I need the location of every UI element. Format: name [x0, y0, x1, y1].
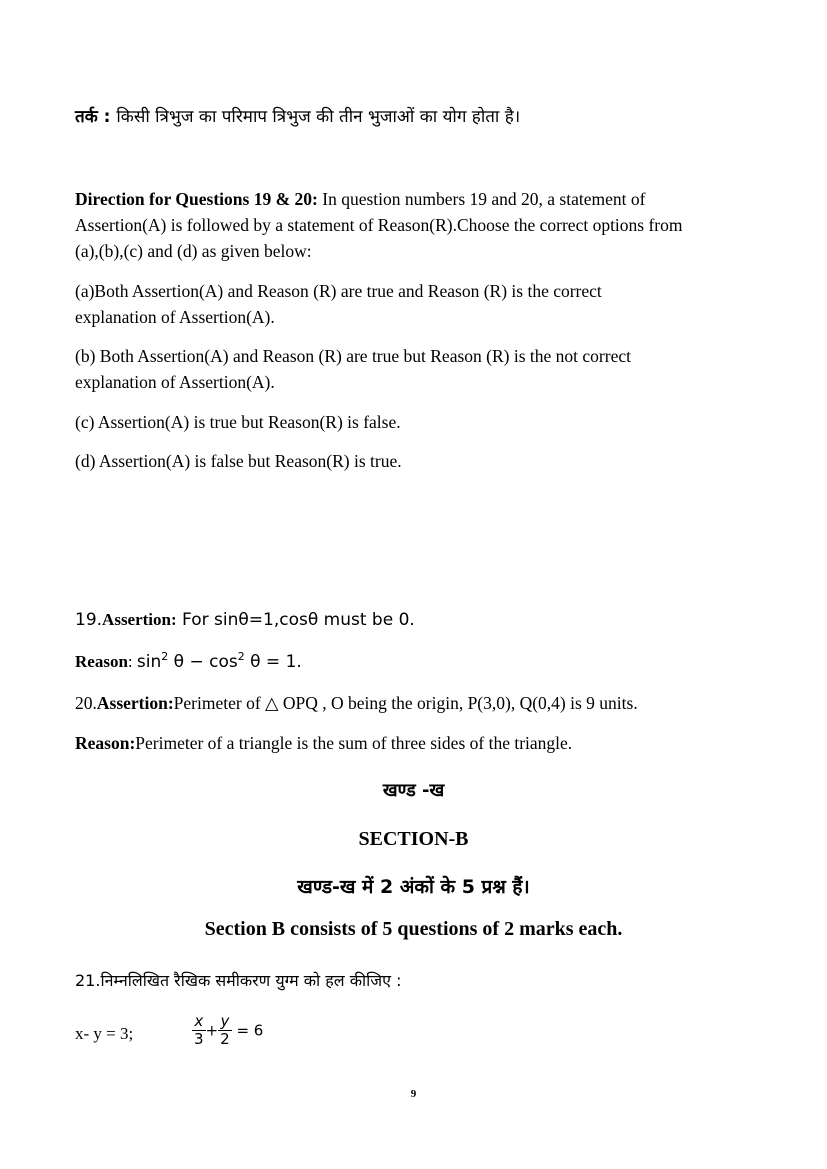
q21-frac-x-over-3: [192, 1013, 206, 1048]
q21-eq2: [192, 1013, 263, 1048]
option-a-line-1: (a)Both Assertion(A) and Reason (R) are true and Reason (R) is the correct: [75, 281, 602, 301]
q21-eq1: x- y = 3;: [75, 1024, 134, 1043]
directions-line-3: (a),(b),(c) and (d) as given below:: [75, 241, 312, 261]
section-b-title: SECTION-B: [358, 828, 469, 850]
reason-hindi-label: तर्क: [75, 107, 98, 127]
q19-assertion-label: Assertion:: [102, 610, 177, 629]
q19-reason-label: Reason: [75, 652, 128, 671]
option-b-line-1: (b) Both Assertion(A) and Reason (R) are true but Reason (R) is the not correct: [75, 346, 631, 366]
section-b-hindi-info: खण्ड-ख में 2 अंकों के 5 प्रश्न हैं।: [297, 876, 530, 898]
q21-eq2-rhs: = 6: [236, 1021, 264, 1040]
q19-reason: [75, 649, 302, 675]
q21-frac-y-over-2: [218, 1013, 232, 1048]
q19-reason-end: θ = 1.: [244, 652, 302, 672]
page-number: 9: [410, 1088, 417, 1100]
reason-hindi-line: [75, 104, 520, 127]
q19-reason-exp2: 2: [237, 650, 245, 663]
section-b-info: Section B consists of 5 questions of 2 marks each.: [204, 918, 623, 940]
option-b-line-2: explanation of Assertion(A).: [75, 372, 275, 392]
reason-hindi-separator: :: [97, 107, 117, 127]
section-b-hindi-title: खण्ड -ख: [382, 780, 445, 801]
q20-assertion-label: Assertion:: [96, 693, 174, 713]
q19-reason-colon: :: [127, 652, 137, 671]
q20-assertion-text: Perimeter of △ OPQ , O being the origin, P(3,0), Q(0,4) is 9 units.: [173, 693, 638, 713]
option-d: (d) Assertion(A) is false but Reason(R) is true.: [75, 451, 402, 471]
q21-frac2-num: y: [218, 1013, 232, 1031]
q19-reason-formula: [137, 652, 302, 672]
q21-text: 21.निम्नलिखित रैखिक समीकरण युग्म को हल कीजिए :: [75, 971, 402, 990]
directions-line-2: Assertion(A) is followed by a statement of Reason(R).Choose the correct options from: [75, 215, 683, 235]
q19-number: 19.: [75, 610, 103, 630]
option-a-line-2: explanation of Assertion(A).: [75, 307, 275, 327]
directions-line-1: [75, 186, 645, 212]
reason-hindi-text: किसी त्रिभुज का परिमाप त्रिभुज की तीन भुजाओं का योग होता है।: [116, 107, 521, 127]
q21-frac1-den: 3: [194, 1030, 204, 1048]
q19-reason-mid: θ − cos: [168, 652, 238, 672]
q19-assertion-text: For sinθ=1,cosθ must be 0.: [176, 610, 415, 630]
q20-assertion: [75, 690, 638, 716]
q20-reason: [75, 730, 572, 756]
q19-assertion: [75, 607, 415, 633]
option-c: (c) Assertion(A) is true but Reason(R) is false.: [75, 412, 401, 432]
q20-number: 20.: [75, 693, 97, 713]
directions-line1-text: In question numbers 19 and 20, a statement of: [317, 189, 646, 209]
q20-reason-label: Reason:: [75, 733, 136, 753]
q19-reason-exp1: 2: [161, 650, 169, 663]
q19-reason-sin: sin: [136, 652, 162, 672]
q20-reason-text: Perimeter of a triangle is the sum of three sides of the triangle.: [135, 733, 573, 753]
q21-frac2-den: 2: [220, 1030, 230, 1048]
q21-frac1-num: x: [192, 1013, 206, 1031]
directions-heading: Direction for Questions 19 & 20:: [75, 189, 318, 209]
q21-plus: +: [205, 1021, 219, 1040]
